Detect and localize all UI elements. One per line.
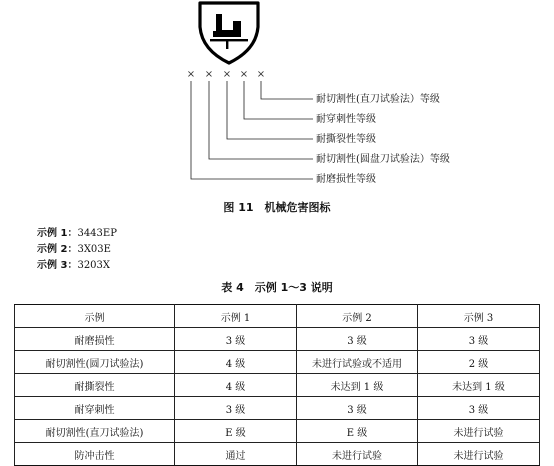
callout-label: 耐穿刺性等级 bbox=[316, 114, 376, 125]
table-cell: 耐穿刺性 bbox=[15, 397, 175, 420]
table-row bbox=[15, 351, 540, 374]
table-cell: 通过 bbox=[175, 443, 297, 466]
table-header-cell: 示例 bbox=[15, 305, 175, 328]
table-caption: 表 4 示例 1～3 说明 bbox=[221, 281, 333, 294]
figure-caption: 图 11 机械危害图标 bbox=[223, 201, 331, 214]
table-cell: E 级 bbox=[297, 420, 418, 443]
table-row bbox=[15, 374, 540, 397]
table-cell: 耐切割性(圆刀试验法) bbox=[15, 351, 175, 374]
table-cell: 防冲击性 bbox=[15, 443, 175, 466]
table-header-cell: 示例 1 bbox=[175, 305, 297, 328]
table-cell: 3 级 bbox=[297, 397, 418, 420]
results-table bbox=[14, 304, 540, 466]
code-mark: × bbox=[204, 69, 214, 80]
table-cell: 耐磨损性 bbox=[15, 328, 175, 351]
table-row bbox=[15, 328, 540, 351]
table-cell: 未达到 1 级 bbox=[297, 374, 418, 397]
callout-label: 耐切割性(圆盘刀试验法）等级 bbox=[316, 154, 450, 165]
table-header-row bbox=[15, 305, 540, 328]
table-header-cell: 示例 3 bbox=[418, 305, 540, 328]
table-cell: 3 级 bbox=[297, 328, 418, 351]
example-label: 示例 2： bbox=[37, 244, 78, 255]
table-cell: E 级 bbox=[175, 420, 297, 443]
code-mark: × bbox=[256, 69, 266, 80]
code-mark: × bbox=[239, 69, 249, 80]
table-cell: 未进行试验 bbox=[418, 443, 540, 466]
example-line bbox=[37, 256, 110, 271]
table-cell: 4 级 bbox=[175, 351, 297, 374]
code-mark: × bbox=[186, 69, 196, 80]
example-label: 示例 1： bbox=[37, 228, 78, 239]
table-row bbox=[15, 397, 540, 420]
table-cell: 耐切割性(直刀试验法) bbox=[15, 420, 175, 443]
code-mark: × bbox=[222, 69, 232, 80]
mechanical-hazard-figure bbox=[0, 0, 554, 200]
table-cell: 3 级 bbox=[175, 397, 297, 420]
example-code: 3443EP bbox=[77, 228, 117, 239]
table-cell: 3 级 bbox=[418, 397, 540, 420]
table-cell: 未进行试验 bbox=[418, 420, 540, 443]
code-marks bbox=[187, 69, 265, 80]
callout-lines bbox=[191, 81, 313, 179]
example-line bbox=[37, 224, 117, 239]
callout-label: 耐撕裂性等级 bbox=[316, 134, 376, 145]
table-row bbox=[15, 420, 540, 443]
example-line bbox=[37, 240, 111, 255]
table-cell: 3 级 bbox=[175, 328, 297, 351]
table-cell: 未达到 1 级 bbox=[418, 374, 540, 397]
table-cell: 未进行试验或不适用 bbox=[297, 351, 418, 374]
table-cell: 未进行试验 bbox=[297, 443, 418, 466]
callout-label: 耐切割性(直刀试验法）等级 bbox=[316, 94, 440, 105]
table-header-cell: 示例 2 bbox=[297, 305, 418, 328]
example-code: 3203X bbox=[77, 260, 111, 271]
table-cell: 4 级 bbox=[175, 374, 297, 397]
callout-labels bbox=[316, 92, 450, 185]
example-label: 示例 3： bbox=[37, 260, 78, 271]
mechanical-hazard-shield-icon bbox=[200, 3, 258, 63]
table-cell: 耐撕裂性 bbox=[15, 374, 175, 397]
callout-label: 耐磨损性等级 bbox=[316, 174, 376, 185]
table-row bbox=[15, 443, 540, 466]
example-code: 3X03E bbox=[77, 244, 111, 255]
table-cell: 3 级 bbox=[418, 328, 540, 351]
table-cell: 2 级 bbox=[418, 351, 540, 374]
